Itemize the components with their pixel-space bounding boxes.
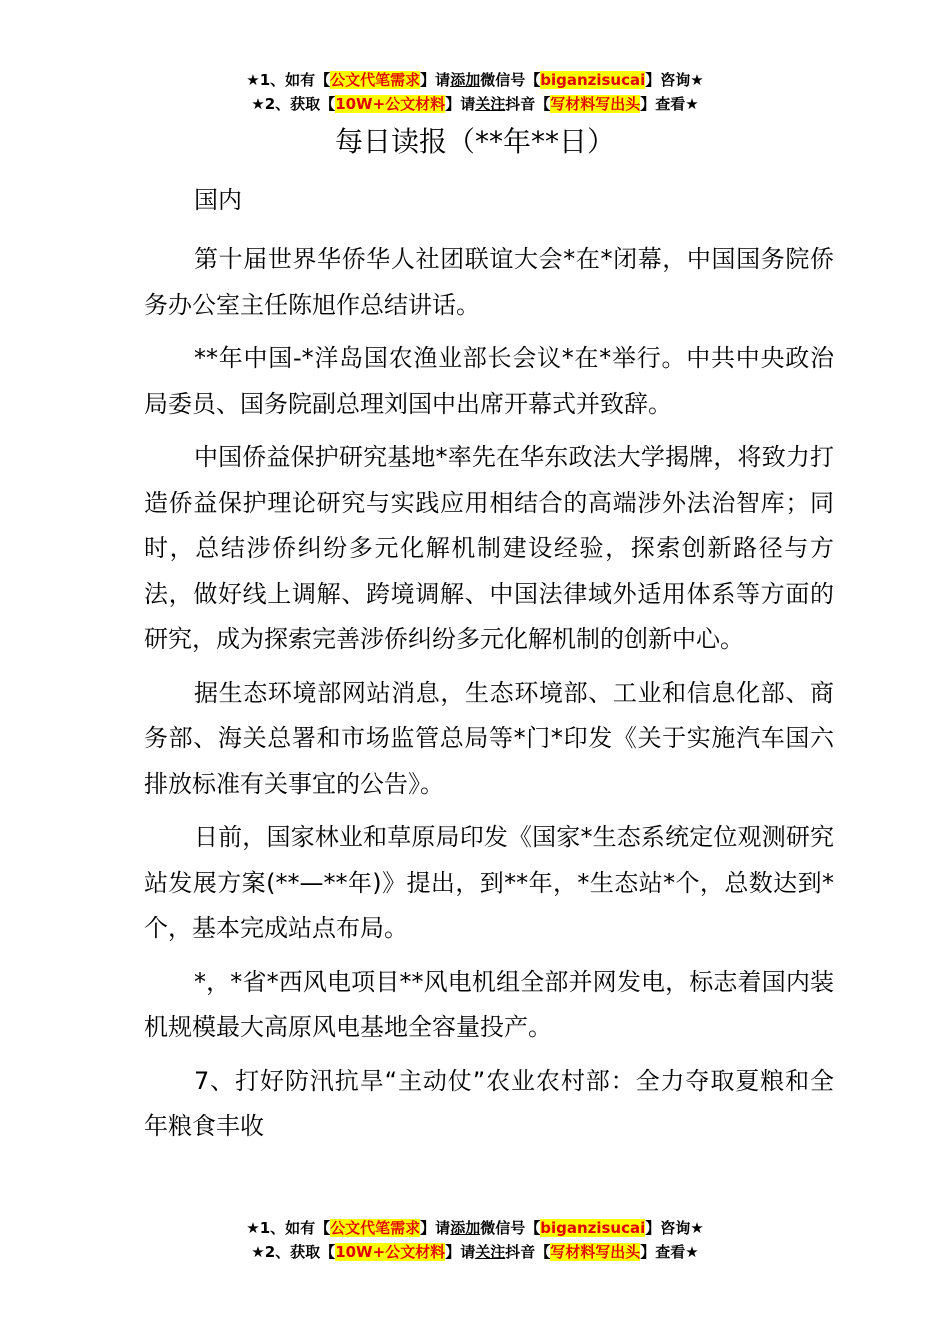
footer-banner [0, 1216, 950, 1264]
banner-line-1-highlight-wechat: biganzisucai [540, 71, 646, 89]
footer-line-2-emphasis: 关注 [475, 1243, 506, 1261]
section-heading: 国内 [194, 186, 242, 214]
banner-line-1-middle-2: 微信号【 [480, 71, 541, 89]
banner-line-2-middle: 】请 [445, 95, 476, 113]
footer-banner-line-1 [0, 1216, 950, 1240]
banner-line-1-prefix: ★1、如有【 [246, 71, 331, 89]
news-paragraph-5: 日前，国家林业和草原局印发《国家*生态系统定位观测研究站发展方案(**—**年)》提出，到**年，*生态站*个，总数达到*个，基本完成站点布局。 [144, 823, 834, 942]
footer-line-2-middle: 】请 [445, 1243, 476, 1261]
footer-line-2-middle-2: 抖音【 [505, 1243, 551, 1261]
footer-line-2-prefix: ★2、获取【 [251, 1243, 336, 1261]
document-body [144, 176, 834, 1158]
footer-line-2-suffix: 】查看★ [640, 1243, 699, 1261]
news-paragraph-6: *，*省*西风电项目**风电机组全部并网发电，标志着国内装机规模最大高原风电基地全容量投产。 [144, 967, 834, 1041]
banner-line-1 [0, 68, 950, 92]
banner-line-2-suffix: 】查看★ [640, 95, 699, 113]
footer-line-2-highlight-materials: 10W+公文材料 [335, 1243, 446, 1261]
banner-line-2-middle-2: 抖音【 [505, 95, 551, 113]
footer-line-1-suffix: 】咨询★ [645, 1219, 704, 1237]
news-paragraph-4: 据生态环境部网站消息，生态环境部、工业和信息化部、商务部、海关总署和市场监管总局等*门*印发《关于实施汽车国六排放标准有关事宜的公告》。 [144, 678, 834, 798]
banner-line-2-highlight-douyin: 写材料写出头 [550, 95, 641, 113]
news-paragraph-2: **年中国-*洋岛国农渔业部长会议*在*举行。中共中央政治局委员、国务院副总理刘国中出席开幕式并致辞。 [144, 344, 834, 418]
document-title: 每日读报（**年**日） [334, 125, 615, 158]
footer-line-1-highlight-service: 公文代笔需求 [330, 1219, 421, 1237]
footer-line-1-middle: 】请 [420, 1219, 451, 1237]
banner-line-2-prefix: ★2、获取【 [251, 95, 336, 113]
banner-line-2-emphasis: 关注 [475, 95, 506, 113]
news-paragraph-7: 7、打好防汛抗旱“主动仗”农业农村部：全力夺取夏粮和全年粮食丰收 [144, 1066, 834, 1140]
banner-line-2-highlight-materials: 10W+公文材料 [335, 95, 446, 113]
news-paragraph-1: 第十届世界华侨华人社团联谊大会*在*闭幕，中国国务院侨务办公室主任陈旭作总结讲话。 [144, 245, 834, 319]
banner-line-1-emphasis: 添加 [450, 71, 481, 89]
footer-line-1-emphasis: 添加 [450, 1219, 481, 1237]
footer-line-2-highlight-douyin: 写材料写出头 [550, 1243, 641, 1261]
banner-line-2 [0, 92, 950, 116]
banner-line-1-highlight-service: 公文代笔需求 [330, 71, 421, 89]
footer-line-1-highlight-wechat: biganzisucai [540, 1219, 646, 1237]
footer-banner-line-2 [0, 1240, 950, 1264]
banner-line-1-middle: 】请 [420, 71, 451, 89]
banner-line-1-suffix: 】咨询★ [645, 71, 704, 89]
footer-line-1-middle-2: 微信号【 [480, 1219, 541, 1237]
news-paragraph-3: 中国侨益保护研究基地*率先在华东政法大学揭牌，将致力打造侨益保护理论研究与实践应用相结合的高端涉外法治智库；同时，总结涉侨纠纷多元化解机制建设经验，探索创新路径与方法，做好线上调解、跨境调解、中国法律域外适用体系等方面的研究，成为探索完善涉侨纠纷多元化解机制的创新中心。 [144, 443, 834, 653]
footer-line-1-prefix: ★1、如有【 [246, 1219, 331, 1237]
header-banner [0, 68, 950, 116]
